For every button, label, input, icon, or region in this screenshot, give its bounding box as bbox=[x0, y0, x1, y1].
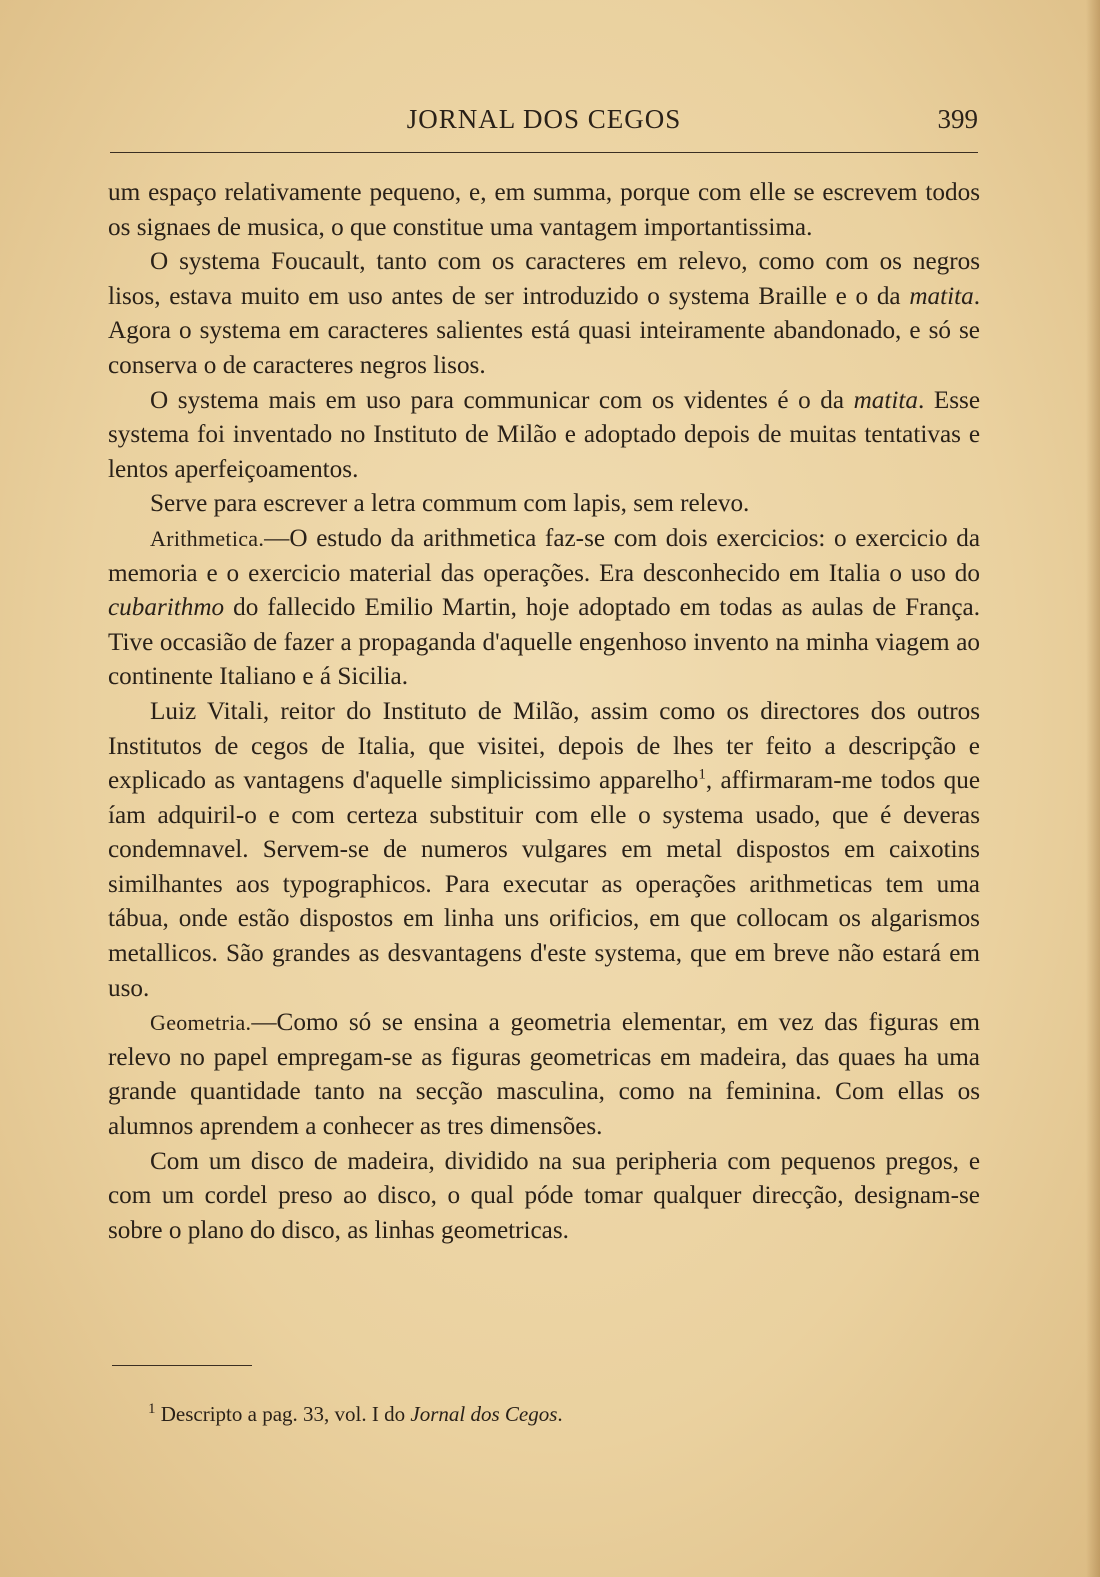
paragraph-geometria: Geometria.—Como só se ensina a geometria elementar, em vez das figuras em relevo no papel empregam-se as figuras geometricas em madeira, das quaes ha uma grande quantidade tanto na secção masculina, como na feminina. Com ellas os alumnos aprendem a conhecer as tres dimensões. bbox=[108, 1009, 980, 1141]
body-text bbox=[108, 176, 980, 1248]
paragraph-8: Com um disco de madeira, dividido na sua peripheria com pequenos pregos, e com um cordel preso ao disco, o qual póde tomar qualquer direcção, designam-se sobre o plano do disco, as linhas geometricas. bbox=[108, 1147, 980, 1244]
footnote-journal-title: Jornal dos Cegos bbox=[410, 1402, 558, 1426]
header-rule bbox=[110, 152, 978, 153]
paragraph-arithmetica: Arithmetica.—O estudo da arithmetica faz-se com dois exercicios: o exercicio da memoria e o exercicio material das operações. Era desconhecido em Italia o uso do cubarithmo do fallecido Emilio Martin, hoje adoptado em todas as aulas de França. Tive occasião de fazer a propaganda d'aquelle engenhoso invento na minha viagem ao continente Italiano e á Sicilia. bbox=[108, 524, 980, 691]
footnote-marker: 1 bbox=[148, 1401, 156, 1417]
page-header bbox=[110, 104, 978, 144]
footnote-reference: 1 bbox=[698, 766, 706, 783]
paragraph-1: um espaço relativamente pequeno, e, em summa, porque com elle se escrevem todos os signaes de musica, o que constitue uma vantagem importantissima. bbox=[108, 179, 980, 241]
section-heading-arithmetica: Arithmetica. bbox=[150, 525, 265, 551]
page-number: 399 bbox=[937, 104, 978, 134]
footnote: $^1$ Descripto a pag. 33, vol. I do Jornal dos Cegos. bbox=[148, 1401, 563, 1426]
section-heading-geometria: Geometria. bbox=[150, 1010, 252, 1036]
term-cubarithmo: cubarithmo bbox=[108, 594, 225, 622]
paragraph-4: Serve para escrever a letra commum com lapis, sem relevo. bbox=[150, 490, 750, 518]
paragraph-3: O systema mais em uso para communicar com os videntes é o da matita. Esse systema foi inventado no Instituto de Milão e adoptado depois de muitas tentativas e lentos aperfeiçoamentos. bbox=[108, 386, 981, 483]
term-matita: matita bbox=[853, 386, 918, 414]
running-title: JORNAL DOS CEGOS bbox=[406, 104, 682, 134]
paragraph-2: O systema Foucault, tanto com os caracteres em relevo, como com os negros lisos, estava muito em uso antes de ser introduzido o systema Braille e o da matita. Agora o systema em caracteres salientes está quasi inteiramente abandonado, e só se conserva o de caracteres negros lisos. bbox=[108, 248, 980, 379]
footnote-rule bbox=[112, 1365, 252, 1366]
term-matita: matita bbox=[909, 282, 974, 310]
paragraph-6: Luiz Vitali, reitor do Instituto de Milão, assim como os directores dos outros Institutos de cegos de Italia, que visitei, depois de lhes ter feito a descripção e explicado as vantagens d'aquelle simplicissimo apparelho$^1$, affirmaram-me todos que íam adquiril-o e com certeza substituir com elle o systema usado, que é deveras condemnavel. Servem-se de numeros vulgares em metal dispostos em caixotins similhantes aos typographicos. Para executar as operações arithmeticas tem uma tábua, onde estão dispostos em linha uns orificios, em que collocam os algarismos metallicos. São grandes as desvantagens d'este systema, que em breve não estará em uso. bbox=[108, 697, 981, 1002]
